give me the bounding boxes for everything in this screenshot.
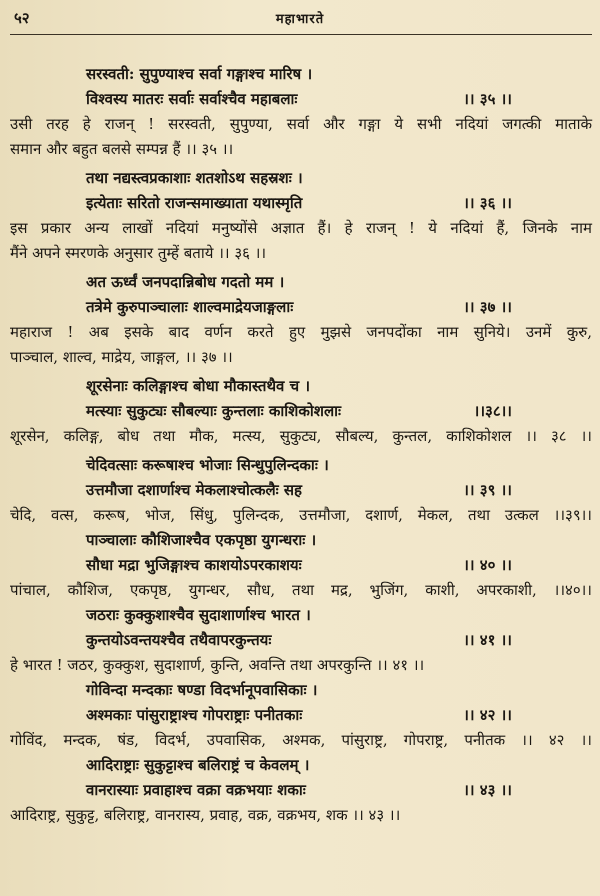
translation-line [0,241,600,266]
verse-line [0,374,600,399]
translation-line [0,320,600,345]
header-rule [10,34,592,35]
verse-text: पाञ्चालाः कौशिजाश्चैव एकपृष्ठा युगन्धराः । [86,531,317,549]
verse-text: तथा नद्यस्त्वप्रकाशाः शतशोऽथ सहस्रशः । [86,169,303,187]
verse-number: ।। ४२ ।। [463,706,512,724]
verse-text: सरस्वती: सुपुण्याश्च सर्वा गङ्गाश्च मारिष । [86,65,313,83]
verse-text: कुन्तयोऽवन्तयश्चैव तथैवापरकुन्तयः [86,631,272,649]
verse-line [0,778,600,803]
translation-line [0,137,600,162]
translation-line [0,728,600,753]
verse-text: अश्मकाः पांसुराष्ट्राश्च गोपराष्ट्राः पनीतकाः [86,706,303,724]
verse-line [0,478,600,503]
verse-text: तत्रेमे कुरुपाञ्चालाः शाल्वमाद्रेयजाङ्गलाः [86,298,294,316]
verse-line [0,753,600,778]
translation-text: पाञ्चाल, शाल्व, माद्रेय, जाङ्गल, ।। ३७ ।। [10,348,233,366]
verse-number: ।। ३७ ।। [463,298,512,316]
page-number: ५२ [14,9,30,27]
verse-text: शूरसेनाः कलिङ्गाश्च बोधा मौकास्तथैव च । [86,377,311,395]
verse-line [0,553,600,578]
verse-text: वानरास्याः प्रवाहाश्च वक्रा वक्रभयाः शकाः [86,781,306,799]
verse-number: ।। ३६ ।। [463,194,512,212]
translation-text: इस प्रकार अन्य लाखों नदियां मनुष्योंसे अज्ञात हैं। हे राजन् ! ये नदियां हैं, जिनके नाम [10,219,592,237]
verse-number: ।।३८।। [473,402,512,420]
translation-line [0,345,600,370]
verse-text: गोविन्दा मन्दकाः षण्डा विदर्भानूपवासिकाः । [86,681,318,699]
verse-text: मत्स्याः सुकुट्यः सौबल्याः कुन्तलाः काशिकोशलाः [86,402,342,420]
verse-line [0,295,600,320]
translation-line [0,216,600,241]
page-header [0,0,600,36]
verse-line [0,628,600,653]
verse-line [0,87,600,112]
verse-text: जठराः कुक्कुशाश्चैव सुदाशार्णाश्च भारत । [86,606,311,624]
translation-line [0,424,600,449]
translation-text: आदिराष्ट्र, सुकुट्ट, बलिराष्ट्र, वानरास्य, प्रवाह, वक्र, वक्रभय, शक ।। ४३ ।। [10,806,401,824]
verse-text: आदिराष्ट्राः सुकुट्टाश्च बलिराष्ट्रं च केवलम् । [86,756,310,774]
verse-number: ।। ३५ ।। [463,90,512,108]
translation-text: मैंने अपने स्मरणके अनुसार तुम्हें बताये ।। ३६ ।। [10,244,267,262]
translation-line [0,653,600,678]
verse-line [0,399,600,424]
translation-line [0,112,600,137]
translation-text: समान और बहुत बलसे सम्पन्न हैं ।। ३५ ।। [10,140,234,158]
verse-number: ।। ४० ।। [463,556,512,574]
verse-line [0,62,600,87]
translation-text: महाराज ! अब इसके बाद वर्णन करते हुए मुझसे जनपदोंका नाम सुनिये। उनमें कुरु, [10,323,592,341]
translation-line [0,503,600,528]
translation-line [0,803,600,828]
verse-line [0,703,600,728]
verse-line [0,166,600,191]
verse-text: अत ऊर्ध्वं जनपदान्निबोध गदतो मम । [86,273,285,291]
page-content [0,62,600,828]
translation-text: हे भारत ! जठर, कुक्कुश, सुदाशार्ण, कुन्ति, अवन्ति तथा अपरकुन्ति ।। ४१ ।। [10,656,425,674]
verse-text: इत्येताः सरितो राजन्समाख्याता यथास्मृति [86,194,303,212]
verse-number: ।। ४३ ।। [463,781,512,799]
translation-text: पांचाल, कौशिज, एकपृष्ठ, युगन्धर, सौध, तथा मद्र, भुजिंग, काशी, अपरकाशी, ।।४०।। [10,581,592,599]
verse-number: ।। ३९ ।। [463,481,512,499]
translation-text: गोविंद, मन्दक, षंड, विदर्भ, उपवासिक, अश्मक, पांसुराष्ट्र, गोपराष्ट्र, पनीतक ।। ४२ ।। [10,731,592,749]
verse-line [0,453,600,478]
verse-line [0,191,600,216]
verse-line [0,678,600,703]
translation-text: उसी तरह हे राजन् ! सरस्वती, सुपुण्या, सर्वा और गङ्गा ये सभी नदियां जगत्की माताके [10,115,592,133]
translation-text: शूरसेन, कलिङ्ग, बोध तथा मौक, मत्स्य, सुकुट्य, सौबल्य, कुन्तल, काशिकोशल ।। ३८ ।। [10,427,592,445]
verse-line [0,528,600,553]
verse-text: विश्वस्य मातरः सर्वाः सर्वाश्चैव महाबलाः [86,90,298,108]
translation-text: चेदि, वत्स, करूष, भोज, सिंधु, पुलिन्दक, उत्तमौजा, दशार्ण, मेकल, तथा उत्कल ।।३९।। [10,506,592,524]
running-title: महाभारते [275,12,325,27]
verse-text: चेदिवत्साः करूषाश्च भोजाः सिन्धुपुलिन्दकाः । [86,456,329,474]
verse-text: सौधा मद्रा भुजिङ्गाश्च काशयोऽपरकाशयः [86,556,302,574]
verse-number: ।। ४१ ।। [463,631,512,649]
verse-text: उत्तमौजा दशार्णाश्च मेकलाश्चोत्कलैः सह [86,481,303,499]
verse-line [0,603,600,628]
verse-line [0,270,600,295]
translation-line [0,578,600,603]
